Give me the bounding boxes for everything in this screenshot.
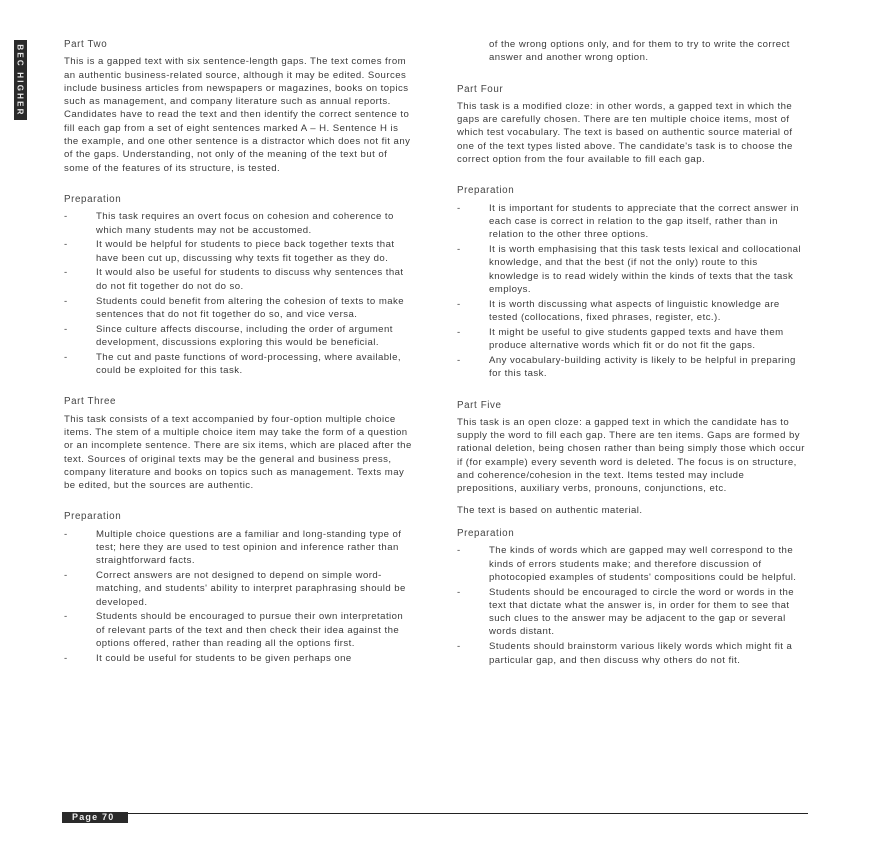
part-five-heading: Part Five: [457, 399, 502, 411]
list-item-text: Any vocabulary-building activity is likely to be helpful in preparing for this task.: [489, 354, 796, 380]
preparation-list: [457, 544, 807, 667]
bullet-dash-icon: -: [457, 202, 461, 214]
part-five-section: [457, 399, 807, 517]
bullet-dash-icon: -: [457, 545, 461, 557]
part-two-body: This is a gapped text with six sentence-length gaps. The text comes from an authentic business-related source, although it may be edited. Sources include business articles from newspapers or magazines, books on topics such as management, and company literature such as annual reports. Candidates have to read the text and then identify the correct sentence to fill each gap from a set of eight sentences marked A – H. Sentence H is the example, and one other sentence is a distractor which does not fit any of the gaps. Understanding, not only of the meaning of the text but of some of the features of its structure, is tested.: [64, 56, 411, 174]
list-item-text: It might be useful to give students gapped texts and have them produce alternative words which fit or do not fit the gaps.: [489, 326, 784, 352]
preparation-heading: Preparation: [64, 193, 122, 205]
bullet-dash-icon: -: [457, 586, 461, 598]
part-two-preparation: [64, 193, 414, 377]
list-item: [457, 202, 807, 242]
list-item: [64, 210, 414, 237]
list-item: [64, 528, 414, 568]
preparation-heading: Preparation: [64, 511, 122, 523]
list-item: [64, 295, 414, 322]
list-item: [64, 238, 414, 265]
bullet-dash-icon: -: [64, 611, 68, 623]
list-item-text: It is important for students to appreciate that the correct answer in each case is correct in relation to the gap itself, rather than in relation to the other three options.: [489, 202, 799, 241]
list-item-text: Since culture affects discourse, including the order of argument development, discussions exploring this would be beneficial.: [96, 323, 393, 348]
preparation-list: [457, 202, 807, 381]
list-item-text: Multiple choice questions are a familiar and long-standing type of test; here they are used to test opinion and inference rather than straightforward facts.: [96, 528, 402, 567]
part-four-preparation: [457, 184, 807, 380]
bullet-dash-icon: -: [64, 528, 68, 540]
bullet-dash-icon: -: [64, 323, 68, 335]
list-item: [457, 354, 807, 381]
part-five-body-note: The text is based on authentic material.: [457, 504, 643, 516]
page-number: Page 70: [62, 812, 128, 823]
part-four-body: This task is a modified cloze: in other words, a gapped text in which the gaps are carefully chosen. There are ten multiple choice items, most of which test vocabulary. The text is based on authentic source material of one of the text types listed above. The candidate's task is to choose the correct option from the four available to fill each gap.: [457, 100, 793, 166]
list-item: [64, 266, 414, 293]
list-item-text: Students should be encouraged to pursue their own interpretation of relevant parts of the text and then check their idea against the options offered, rather than reading all the options first.: [96, 611, 404, 650]
bullet-dash-icon: -: [64, 239, 68, 251]
list-item-text: The cut and paste functions of word-processing, where available, could be exploited for this task.: [96, 351, 402, 377]
bullet-dash-icon: -: [64, 351, 68, 363]
preparation-heading: Preparation: [457, 527, 515, 539]
footer-rule: [128, 813, 808, 814]
list-item-text: It could be useful for students to be given perhaps one: [96, 652, 352, 664]
part-two-section: [64, 38, 414, 175]
list-item: [457, 326, 807, 353]
list-item-text: Students should be encouraged to circle the word or words in the text that dictate what the answer is, in order for them to see that such clues to the answer may be adjacent to the gap or several words distant.: [489, 586, 795, 638]
list-item-text: The kinds of words which are gapped may well correspond to the kinds of errors students make; and therefore discussion of photocopied examples of students' compositions could be helpful.: [489, 545, 797, 583]
list-item-text: Correct answers are not designed to depend on simple word-matching, and students' ability to interpret paraphrasing should be developed.: [96, 570, 406, 608]
bullet-dash-icon: -: [64, 211, 68, 223]
bullet-dash-icon: -: [64, 652, 68, 664]
continued-bullet-text: of the wrong options only, and for them to try to write the correct answer and another wrong option.: [489, 39, 790, 64]
list-item: [457, 298, 807, 325]
list-item: [64, 351, 414, 378]
part-four-heading: Part Four: [457, 83, 504, 95]
section-tab-label: BEC HIGHER: [16, 43, 26, 117]
continued-bullet: [457, 38, 807, 65]
list-item: [64, 323, 414, 350]
left-column: [64, 38, 414, 683]
list-item: [457, 243, 807, 296]
preparation-list: [64, 210, 414, 377]
list-item: [64, 569, 414, 609]
part-four-section: [457, 83, 807, 167]
list-item-text: This task requires an overt focus on cohesion and coherence to which many students may not be accustomed.: [96, 211, 394, 236]
section-tab: [14, 40, 27, 120]
bullet-dash-icon: -: [457, 354, 461, 366]
bullet-dash-icon: -: [457, 641, 461, 653]
part-five-preparation: [457, 527, 807, 667]
preparation-heading: Preparation: [457, 185, 515, 197]
list-item-text: It would also be useful for students to discuss why sentences that do not fit together do not do so.: [96, 267, 404, 292]
bullet-dash-icon: -: [64, 570, 68, 582]
list-item-text: It would be helpful for students to piece back together texts that have been cut up, discussing why texts fit together as they do.: [96, 239, 395, 264]
part-three-body: This task consists of a text accompanied by four-option multiple choice items. The stem of a multiple choice item may take the form of a question or an incomplete sentence. There are six items, which are placed after the text. Sources of original texts may be the general and business press, company literature and books on topics such as management. Texts may be edited, but the sources are authentic.: [64, 413, 412, 492]
part-two-heading: Part Two: [64, 39, 108, 50]
bullet-dash-icon: -: [64, 295, 68, 307]
part-three-heading: Part Three: [64, 396, 117, 408]
part-three-preparation: [64, 510, 414, 665]
part-five-body: This task is an open cloze: a gapped text in which the candidate has to supply the word to fill each gap. There are ten items. Gaps are formed by rational deletion, being chosen rather than being simply those which occur if (for example) every seventh word is deleted. The focus is on structure, and coherence/cohesion in the text. Items tested may include prepositions, auxiliary verbs, pronouns, conjunctions, etc.: [457, 416, 805, 495]
part-three-section: [64, 395, 414, 492]
bullet-dash-icon: -: [457, 298, 461, 310]
bullet-dash-icon: -: [457, 326, 461, 338]
list-item: [64, 652, 414, 665]
list-item-text: Students could benefit from altering the cohesion of texts to make sentences that do not fit together do so, and vice versa.: [96, 295, 405, 320]
preparation-list: [64, 528, 414, 665]
list-item-text: Students should brainstorm various likely words which might fit a particular gap, and then discuss why others do not fit.: [489, 641, 793, 666]
list-item: [457, 640, 807, 667]
bullet-dash-icon: -: [64, 267, 68, 279]
right-column: [457, 38, 807, 685]
list-item: [457, 586, 807, 639]
list-item-text: It is worth emphasising that this task tests lexical and collocational knowledge, and that the best (if not the only) route to this knowledge is to read widely within the kinds of texts that the task employs.: [489, 244, 801, 295]
list-item: [457, 544, 807, 584]
list-item: [64, 610, 414, 650]
bullet-dash-icon: -: [457, 244, 461, 256]
list-item-text: It is worth discussing what aspects of linguistic knowledge are tested (collocations, fixed phrases, register, etc.).: [489, 298, 780, 324]
